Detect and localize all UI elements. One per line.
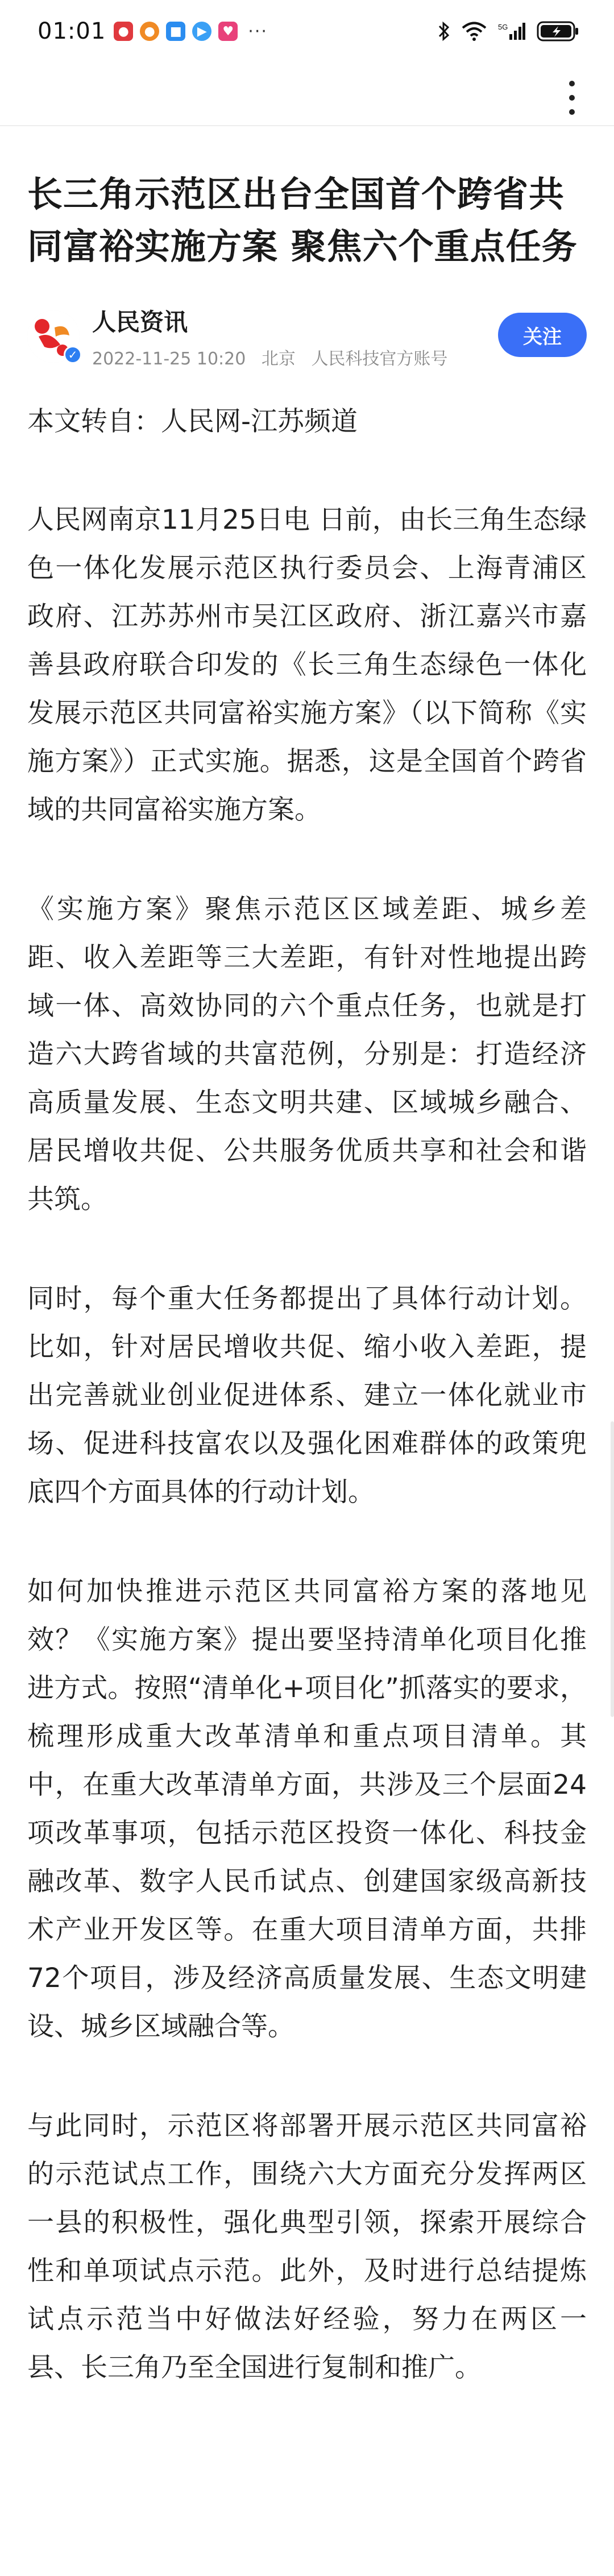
bluetooth-icon: [438, 21, 450, 42]
status-indicators: [438, 20, 580, 42]
scrollbar[interactable]: [611, 1421, 614, 1717]
author-info: [92, 304, 447, 370]
svg-text:5G: 5G: [498, 23, 508, 31]
app-notification-icon: ●: [114, 22, 133, 41]
article-paragraph: 与此同时，示范区将部署开展示范区共同富裕的示范试点工作，围绕六大方面充分发挥两区一县的积极性，强化典型引领，探索开展综合性和单项试点示范。此外，及时进行总结提炼试点示范当中好做法好经验，努力在两区一县、长三角乃至全国进行复制和推广。: [27, 2110, 587, 2383]
wifi-icon: [462, 22, 487, 41]
follow-button[interactable]: 关注: [498, 313, 587, 357]
author-avatar[interactable]: [27, 310, 80, 363]
app-notification-icon: ■: [166, 22, 185, 41]
more-dot-icon: [569, 95, 575, 101]
author-name[interactable]: 人民资讯: [92, 308, 188, 336]
publish-location: 北京: [261, 349, 296, 369]
more-options-button[interactable]: [561, 81, 583, 115]
article-paragraph: 同时，每个重大任务都提出了具体行动计划。比如，针对居民增收共促、缩小收入差距，提出完善就业创业促进体系、建立一体化就业市场、促进科技富农以及强化困难群体的政策兜底四个方面具体的行动计划。: [27, 1283, 587, 1508]
app-notification-icon: ♥: [218, 22, 238, 41]
signal-icon: [498, 22, 525, 41]
status-bar: [0, 0, 614, 63]
source-line: 本文转自：人民网-江苏频道: [27, 406, 358, 437]
article-paragraph: 《实施方案》聚焦示范区区域差距、城乡差距、收入差距等三大差距，有针对性地提出跨域一体、高效协同的六个重点任务，也就是打造六大跨省域的共富范例，分别是：打造经济高质量发展、生态文明共建、区域城乡融合、居民增收共促、公共服务优质共享和社会和谐共筑。: [27, 894, 587, 1215]
more-dot-icon: [569, 81, 575, 86]
top-navigation-bar: [0, 63, 614, 126]
article: [0, 168, 614, 2392]
author-bar: [27, 302, 587, 371]
status-time: 01:01: [38, 18, 106, 44]
more-notifications-icon: ···: [248, 21, 268, 42]
more-dot-icon: [569, 109, 575, 115]
publish-datetime: 2022-11-25 10:20: [92, 349, 246, 369]
account-type: 人民科技官方账号: [311, 349, 448, 369]
author-meta: [92, 345, 447, 370]
app-notification-icon: ●: [140, 22, 159, 41]
verified-badge-icon: ✓: [64, 346, 82, 364]
battery-charging-icon: [537, 20, 580, 42]
app-notification-icon: ▶: [192, 22, 211, 41]
article-title: 长三角示范区出台全国首个跨省共同富裕实施方案 聚焦六个重点任务: [27, 173, 578, 267]
article-paragraph: 如何加快推进示范区共同富裕方案的落地见效？《实施方案》提出要坚持清单化项目化推进方式。按照“清单化+项目化”抓落实的要求，梳理形成重大改革清单和重点项目清单。其中，在重大改革清单方面，共涉及三个层面24项改革事项，包括示范区投资一体化、科技金融改革、数字人民币试点、创建国家级高新技术产业开发区等。在重大项目清单方面，共排72个项目，涉及经济高质量发展、生态文明建设、城乡区域融合等。: [27, 1576, 587, 2042]
notification-icons: [114, 22, 268, 42]
article-paragraph: 人民网南京11月25日电 日前，由长三角生态绿色一体化发展示范区执行委员会、上海青浦区政府、江苏苏州市吴江区政府、浙江嘉兴市嘉善县政府联合印发的《长三角生态绿色一体化发展示范区共同富裕实施方案》（以下简称《实施方案》）正式实施。据悉，这是全国首个跨省域的共同富裕实施方案。: [27, 504, 587, 826]
